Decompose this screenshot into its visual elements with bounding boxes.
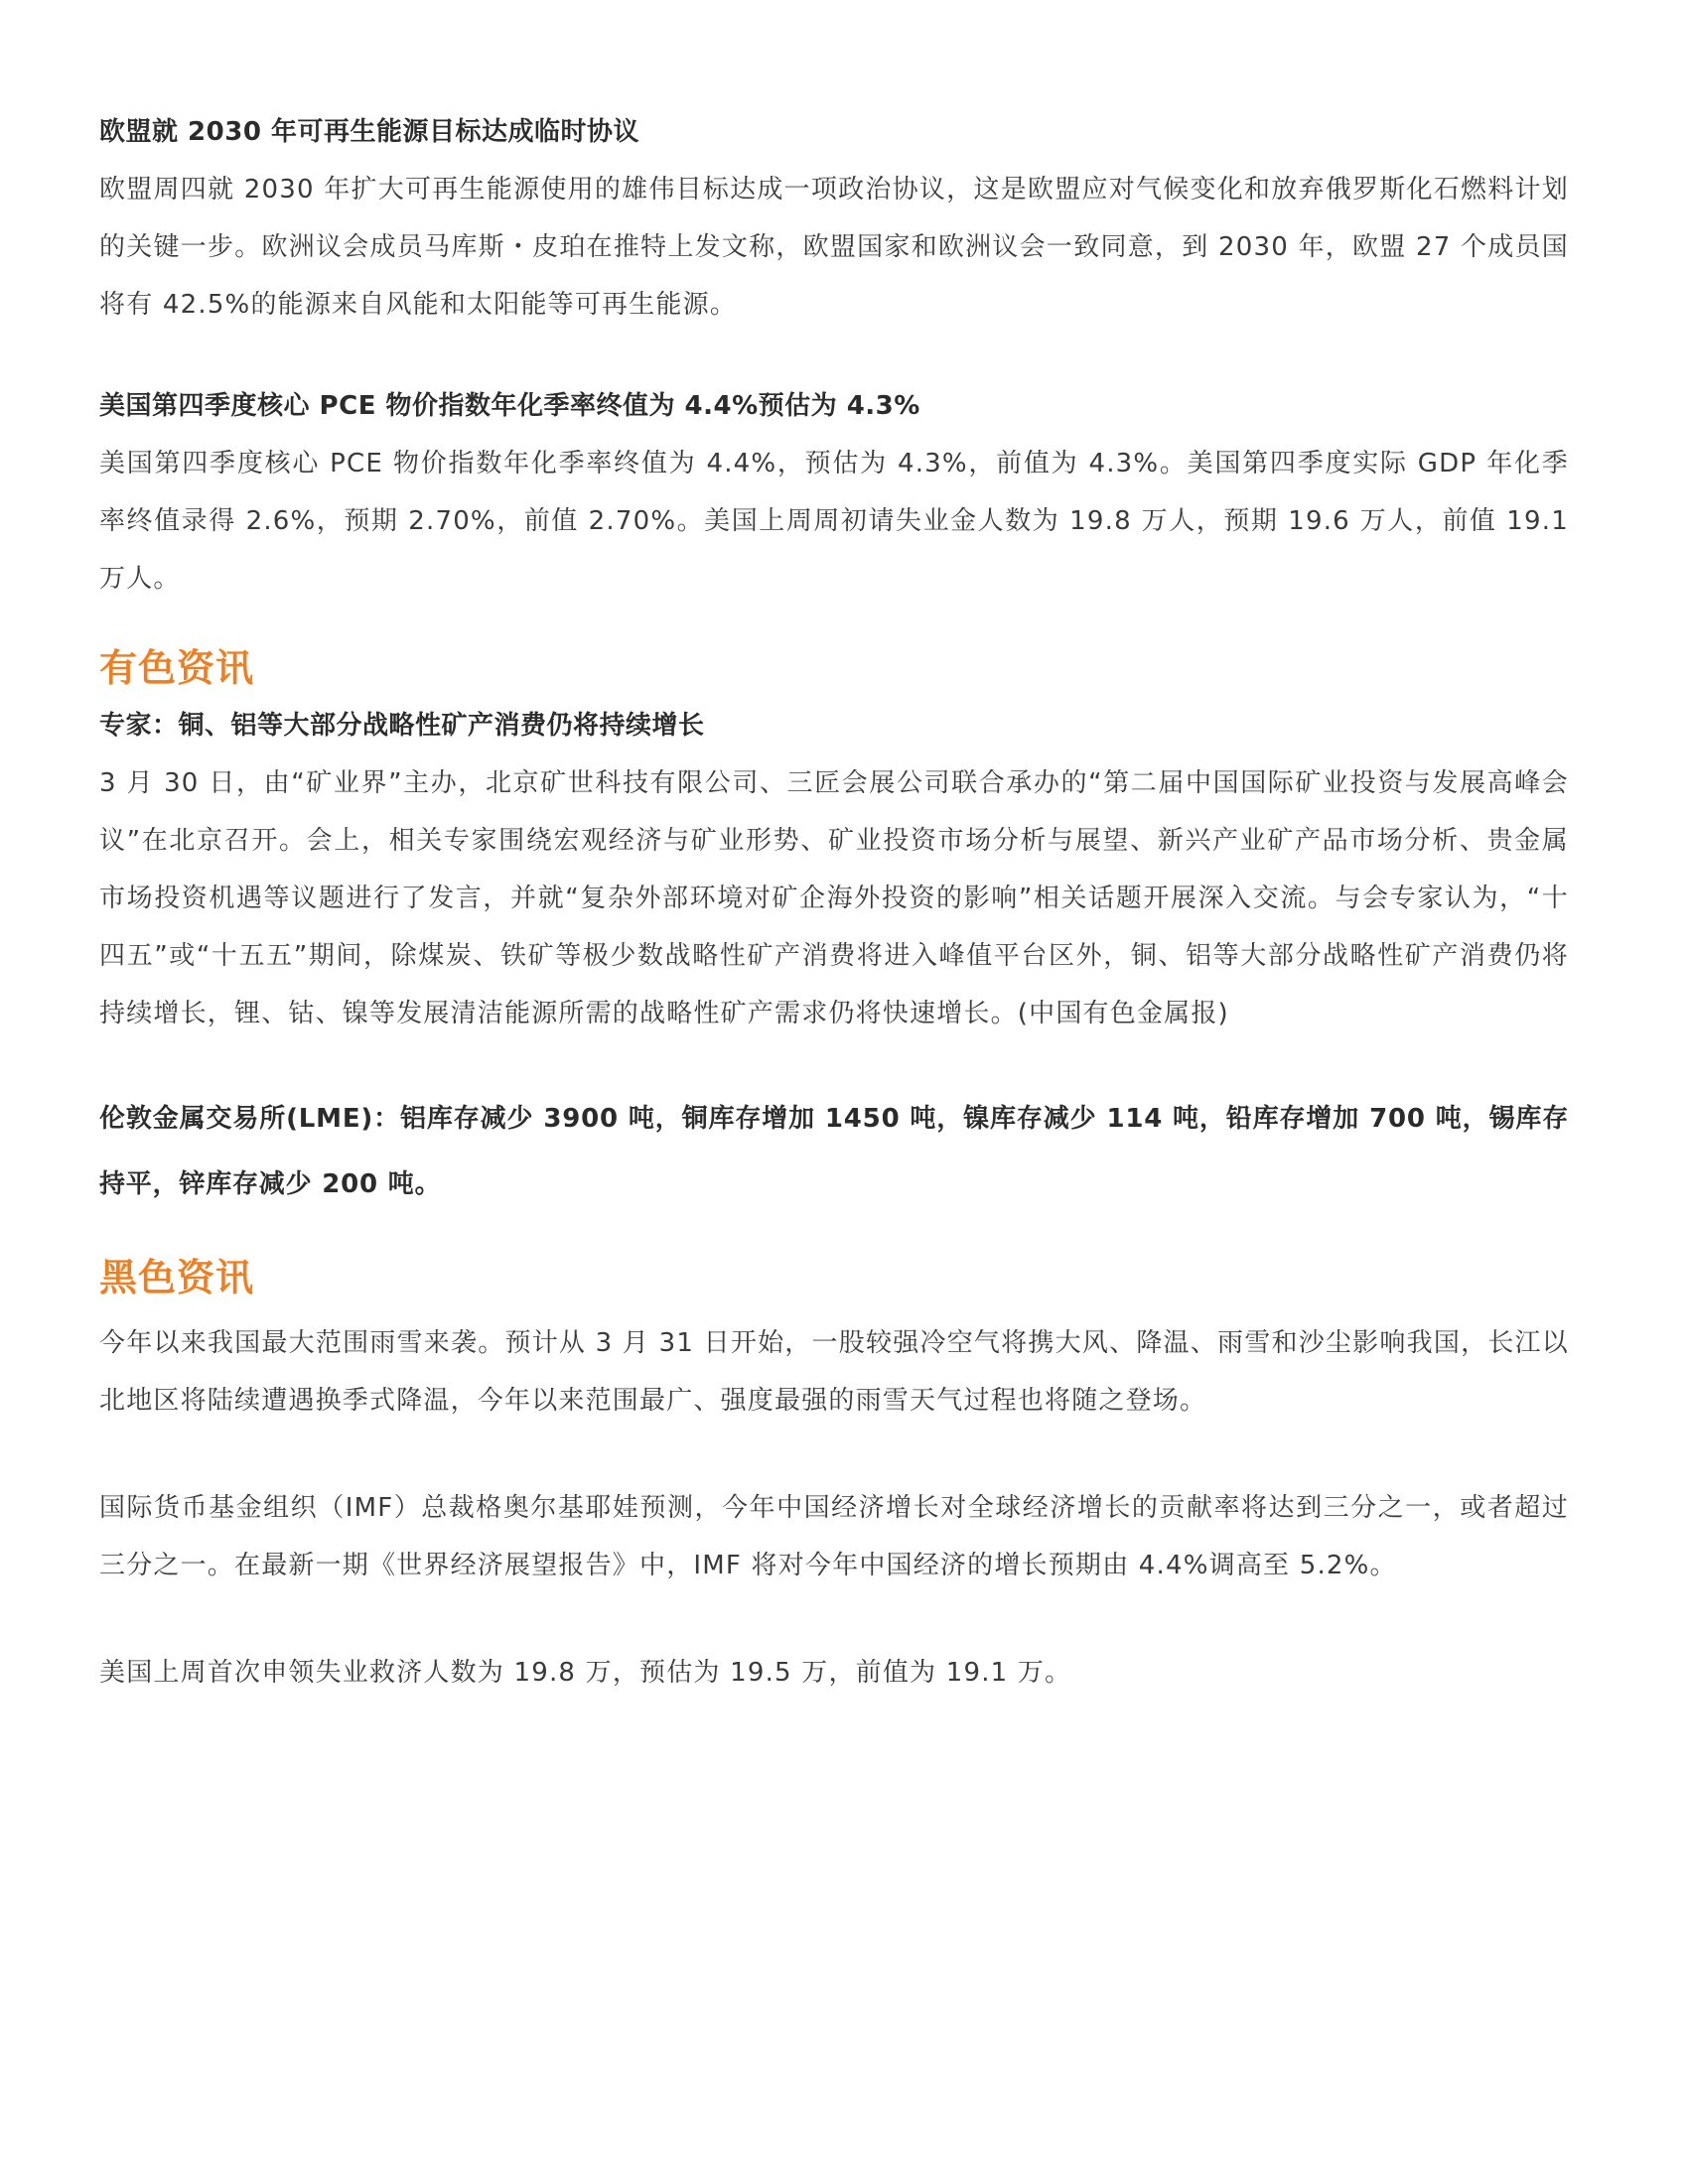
news-body: 欧盟周四就 2030 年扩大可再生能源使用的雄伟目标达成一项政治协议，这是欧盟应对气候变化和放弃俄罗斯化石燃料计划的关键一步。欧洲议会成员马库斯・皮珀在推特上发文称，欧盟国家和欧洲议会一致同意，到 2030 年，欧盟 27 个成员国将有 42.5%的能源来自风能和太阳能等可再生能源。 — [99, 175, 1569, 320]
spacer — [99, 1042, 1569, 1086]
spacer — [99, 334, 1569, 377]
spacer — [99, 1217, 1569, 1249]
spacer — [99, 1430, 1569, 1479]
lme-inventory-summary: 伦敦金属交易所(LME)：铝库存减少 3900 吨，铜库存增加 1450 吨，镍库存减少 114 吨，铅库存增加 700 吨，锡库存持平，锌库存减少 200 吨。 — [99, 1104, 1569, 1199]
document-page — [99, 103, 1569, 1702]
spacer — [99, 608, 1569, 639]
news-weather: 今年以来我国最大范围雨雪来袭。预计从 3 月 31 日开始，一股较强冷空气将携大风、降温、雨雪和沙尘影响我国，长江以北地区将陆续遭遇换季式降温，今年以来范围最广、强度最强的雨雪天气过程也将随之登场。 — [99, 1328, 1569, 1416]
news-item-eu-renewable — [99, 103, 1569, 334]
news-item-us-pce — [99, 377, 1569, 608]
news-headline: 欧盟就 2030 年可再生能源目标达成临时协议 — [99, 117, 639, 147]
spacer — [99, 1306, 1569, 1314]
news-body: 美国第四季度核心 PCE 物价指数年化季率终值为 4.4%，预估为 4.3%，前值为 4.3%。美国第四季度实际 GDP 年化季率终值录得 2.6%，预期 2.70%，前值 2.70%。美国上周周初请失业金人数为 19.8 万人，预期 19.6 万人，前值 19.1 万人。 — [99, 449, 1569, 594]
news-item-expert — [99, 697, 1569, 1042]
section-title-ferrous: 黑色资讯 — [99, 1256, 255, 1299]
news-headline: 美国第四季度核心 PCE 物价指数年化季率终值为 4.4%预估为 4.3% — [99, 391, 920, 421]
news-body: 3 月 30 日，由“矿业界”主办，北京矿世科技有限公司、三匠会展公司联合承办的“第二届中国国际矿业投资与发展高峰会议”在北京召开。会上，相关专家围绕宏观经济与矿业形势、矿业投资市场分析与展望、新兴产业矿产品市场分析、贵金属市场投资机遇等议题进行了发言，并就“复杂外部环境对矿企海外投资的影响”相关话题开展深入交流。与会专家认为，“十四五”或“十五五”期间，除煤炭、铁矿等极少数战略性矿产消费将进入峰值平台区外，铜、铝等大部分战略性矿产消费仍将持续增长，锂、钴、镍等发展清洁能源所需的战略性矿产需求仍将快速增长。(中国有色金属报) — [99, 768, 1569, 1028]
section-title-nonferrous: 有色资讯 — [99, 646, 255, 690]
news-headline: 专家：铜、铝等大部分战略性矿产消费仍将持续增长 — [99, 711, 705, 741]
spacer — [99, 1594, 1569, 1644]
news-us-jobless: 美国上周首次申领失业救济人数为 19.8 万，预估为 19.5 万，前值为 19.1 万。 — [99, 1658, 1072, 1688]
news-imf: 国际货币基金组织（IMF）总裁格奥尔基耶娃预测，今年中国经济增长对全球经济增长的贡献率将达到三分之一，或者超过三分之一。在最新一期《世界经济展望报告》中，IMF 将对今年中国经济的增长预期由 4.4%调高至 5.2%。 — [99, 1493, 1569, 1580]
